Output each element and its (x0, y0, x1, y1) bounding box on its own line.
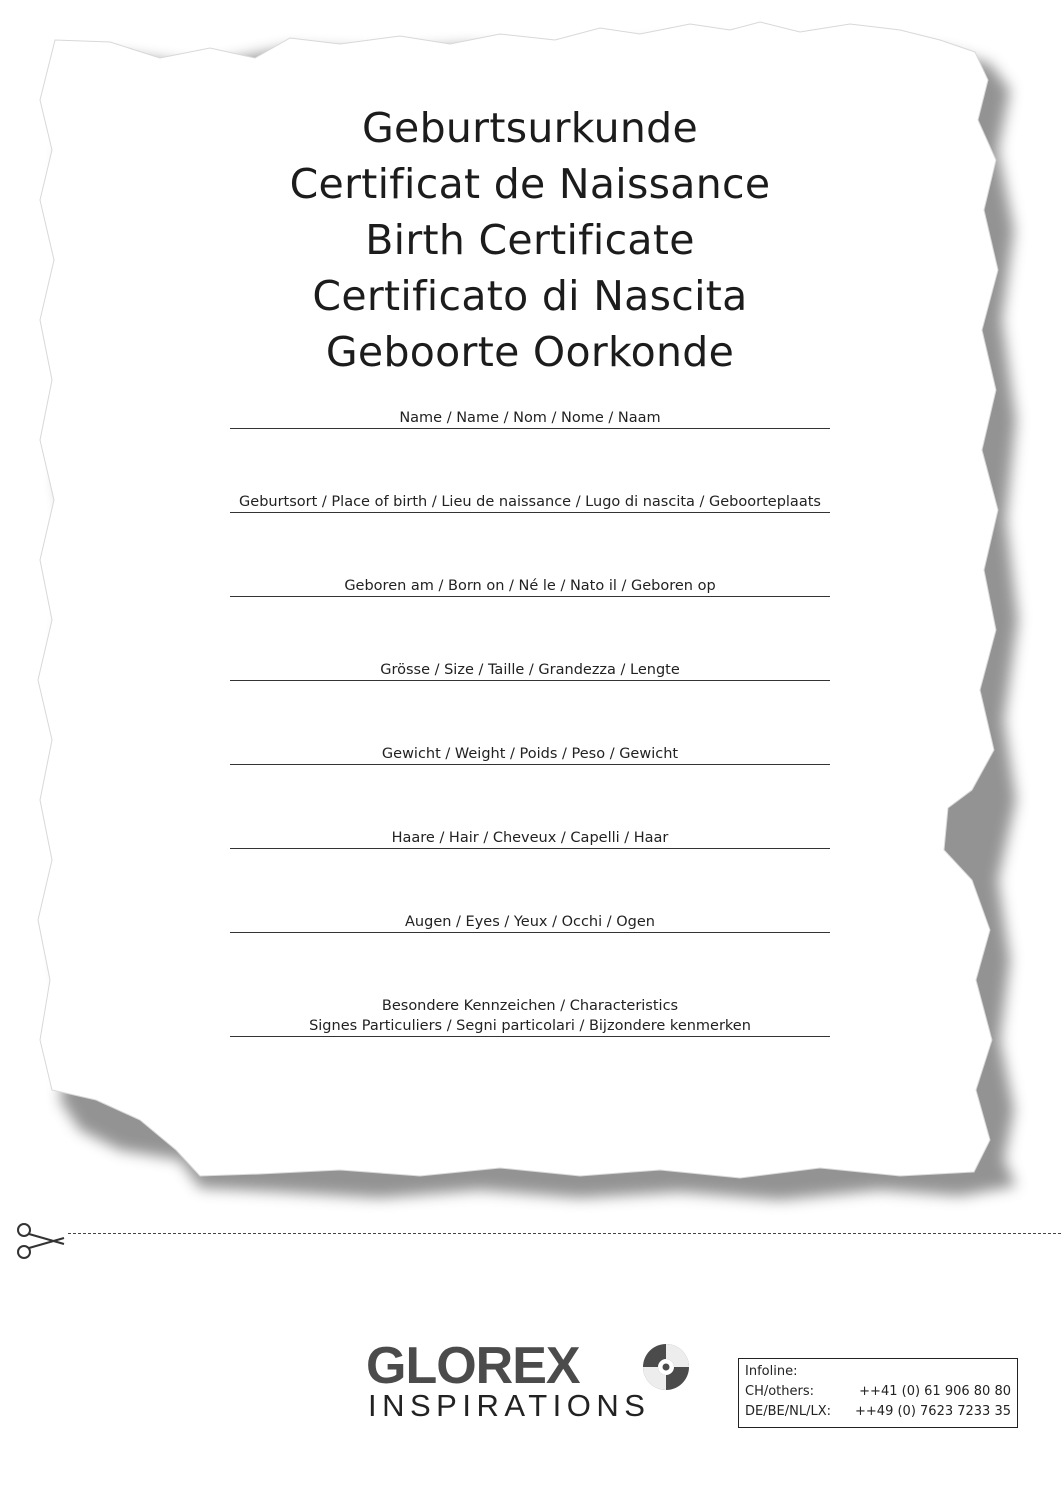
field-born-on-label: Geboren am / Born on / Né le / Nato il / Geboren op (344, 578, 716, 594)
infoline-heading: Infoline: (745, 1364, 798, 1379)
field-characteristics (230, 996, 830, 1037)
field-eyes (230, 912, 830, 933)
logo-wordmark: GLOREX (366, 1337, 580, 1395)
infoline-number: ++41 (0) 61 906 80 80 (859, 1384, 1011, 1399)
title-dutch: Geboorte Oorkonde (325, 328, 735, 376)
field-hair-label: Haare / Hair / Cheveux / Capelli / Haar (391, 830, 669, 846)
infoline-number: ++49 (0) 7623 7233 35 (855, 1404, 1011, 1419)
field-eyes-label: Augen / Eyes / Yeux / Occhi / Ogen (405, 914, 655, 930)
infoline-box (738, 1358, 1018, 1428)
title-italian: Certificato di Nascita (312, 272, 748, 320)
title-french: Certificat de Naissance (289, 160, 771, 208)
infoline-row (745, 1402, 1011, 1422)
field-place-of-birth-label: Geburtsort / Place of birth / Lieu de naissance / Lugo di nascita / Geboorteplaats (239, 494, 821, 510)
infoline-row (745, 1382, 1011, 1402)
title-english: Birth Certificate (365, 216, 695, 264)
field-size-label: Grösse / Size / Taille / Grandezza / Lengte (380, 662, 680, 678)
field-name-label: Name / Name / Nom / Nome / Naam (399, 410, 661, 426)
logo-tagline: INSPIRATIONS (368, 1388, 651, 1423)
title-german: Geburtsurkunde (361, 104, 699, 152)
cut-line (68, 1233, 1061, 1234)
scissors-icon (10, 1216, 66, 1264)
field-size (230, 660, 830, 681)
field-born-on (230, 576, 830, 597)
field-weight-label: Gewicht / Weight / Poids / Peso / Gewicht (381, 746, 679, 762)
field-characteristics-label-1: Besondere Kennzeichen / Characteristics (381, 998, 679, 1014)
field-hair (230, 828, 830, 849)
field-characteristics-label-2: Signes Particuliers / Segni particolari / Bijzondere kenmerken (309, 1018, 751, 1034)
certificate-titles (230, 100, 830, 380)
field-place-of-birth (230, 492, 830, 513)
infoline-label: DE/BE/NL/LX: (745, 1404, 831, 1419)
field-name (230, 408, 830, 429)
field-weight (230, 744, 830, 765)
infoline-label: CH/others: (745, 1384, 815, 1399)
glorex-logo (366, 1338, 706, 1438)
